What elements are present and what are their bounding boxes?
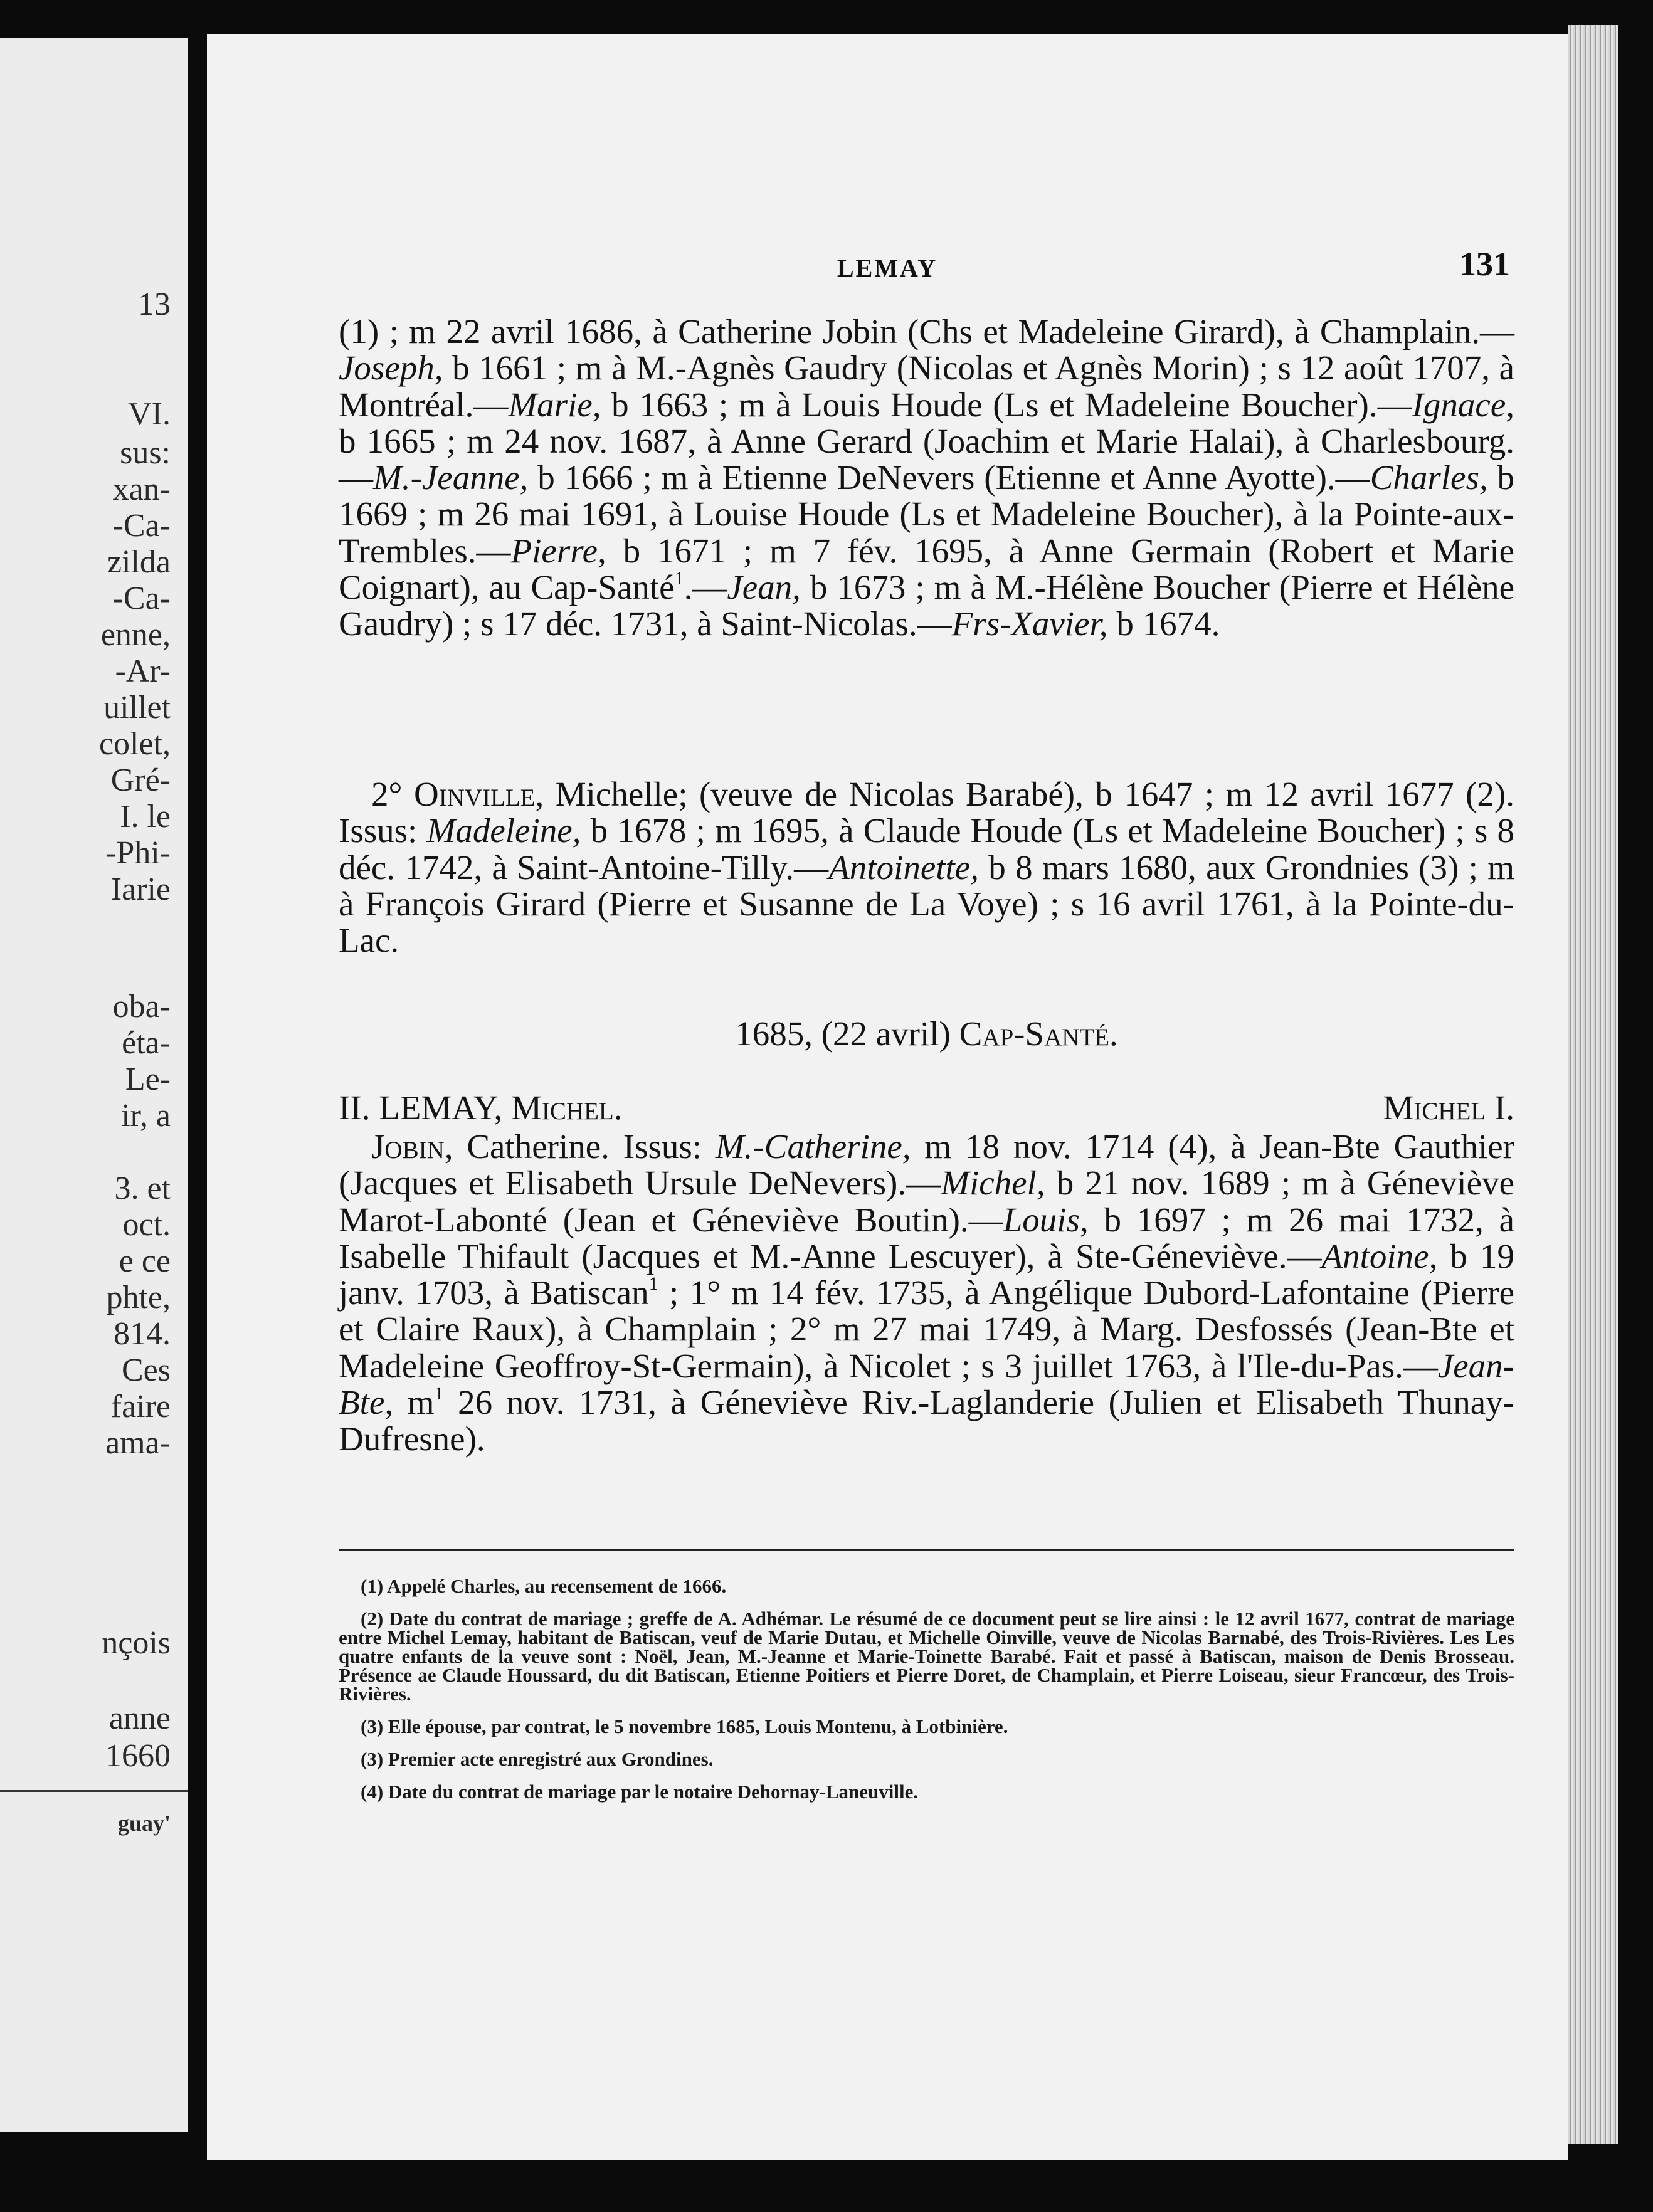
facing-page-fragment bbox=[0, 38, 188, 2132]
facing-line: Ces bbox=[122, 1352, 171, 1388]
facing-line: oba- bbox=[112, 989, 171, 1024]
footnote: (4) Date du contrat de mariage par le notaire Dehornay-Laneuville. bbox=[361, 1781, 919, 1803]
footnotes bbox=[339, 1577, 1514, 1815]
facing-line: 1660 bbox=[105, 1738, 171, 1774]
book-page bbox=[207, 34, 1568, 2160]
facing-line: phte, bbox=[106, 1280, 171, 1315]
facing-line: xan- bbox=[112, 471, 171, 507]
footnote: (3) Elle épouse, par contrat, le 5 novembre 1685, Louis Montenu, à Lotbinière. bbox=[361, 1715, 1008, 1737]
footnote: (1) Appelé Charles, au recensement de 1666. bbox=[361, 1575, 727, 1597]
facing-line: uillet bbox=[103, 690, 171, 725]
facing-line: Iarie bbox=[110, 872, 171, 907]
footnote-rule bbox=[339, 1549, 1514, 1551]
facing-line: 3. et bbox=[114, 1171, 171, 1206]
paragraph-continued: (1) ; m 22 avril 1686, à Catherine Jobin (Chs et Madeleine Girard), à Champlain.—Joseph, b 1661 ; m à M.-Agnès Gaudry (Nicolas et Agnès Morin) ; s 12 août 1707, à Montréal.—Marie, b 1663 ; m à Louis Houde (Ls et Madeleine Boucher).—Ignace, b 1665 ; m 24 nov. 1687, à Anne Gerard (Joachim et Marie Halai), à Charlesbourg.—M.-Jeanne, b 1666 ; m à Etienne DeNevers (Etienne et Anne Ayotte).—Charles, b 1669 ; m 26 mai 1691, à Louise Houde (Ls et Madeleine Boucher), à la Pointe-aux-Trembles.—Pierre, b 1671 ; m 7 fév. 1695, à Anne Germain (Robert et Marie Coignart), au Cap-Santé$^1$.—Jean, b 1673 ; m à M.-Hélène Boucher (Pierre et Hélène Gaudry) ; s 17 déc. 1731, à Saint-Nicolas.—Frs-Xavier, b 1674. bbox=[339, 312, 1515, 643]
facing-line: éta- bbox=[122, 1025, 171, 1061]
entry-heading: II. LEMAY, Michel. Michel I. bbox=[339, 1088, 1514, 1127]
page-edges bbox=[1568, 25, 1618, 2144]
facing-line: Le- bbox=[125, 1061, 171, 1097]
footnote: (2) Date du contrat de mariage ; greffe de A. Adhémar. Le résumé de ce document peut se lire ainsi : le 12 avril 1677, contrat de mariage entre Michel Lemay, habitant de Batiscan, veuf de Marie Dutau, et Michelle Oinville, veuve de Nicolas Barnabé, des Trois-Rivières. Les Les quatre enfants de la veuve sont : Noël, Jean, M.-Jeanne et Marie-Toinette Barabé. Fait et passé à Batiscan, maison de Denis Brosseau. Présence ae Claude Houssard, du dit Batiscan, Etienne Poitiers et Pierre Doret, de Champlain, et Pierre Loiseau, sieur Francœur, des Trois-Rivières. bbox=[339, 1608, 1514, 1705]
footnote: (3) Premier acte enregistré aux Grondines. bbox=[361, 1748, 714, 1770]
facing-line: nçois bbox=[102, 1625, 171, 1661]
marriage-heading: 1685, (22 avril) Cap-Santé. bbox=[735, 1014, 1118, 1053]
facing-line: -Ca- bbox=[112, 581, 171, 616]
facing-line: I. le bbox=[120, 799, 171, 835]
facing-line: enne, bbox=[100, 617, 171, 653]
page-number: 131 bbox=[1459, 245, 1510, 283]
facing-line: ir, a bbox=[121, 1098, 171, 1134]
facing-line: oct. bbox=[122, 1207, 171, 1243]
paragraph-entry: Jobin, Catherine. Issus: M.-Catherine, m 18 nov. 1714 (4), à Jean-Bte Gauthier (Jacques et Elisabeth Ursule DeNevers).—Michel, b 21 nov. 1689 ; m à Géneviève Marot-Labonté (Jean et Géneviève Boutin).—Louis, b 1697 ; m 26 mai 1732, à Isabelle Thifault (Jacques et M.-Anne Lescuyer), à Ste-Géneviève.—Antoine, b 19 janv. 1703, à Batiscan$^1$ ; 1° m 14 fév. 1735, à Angélique Dubord-Lafontaine (Pierre et Claire Raux), à Champlain ; 2° m 27 mai 1749, à Marg. Desfossés (Jean-Bte et Madeleine Geoffroy-St-Germain), à Nicolet ; s 3 juillet 1763, à l'Ile-du-Pas.—Jean-Bte, $m^1$ 26 nov. 1731, à Géneviève Riv.-Laglanderie (Julien et Elisabeth Thunay-Dufresne). bbox=[339, 1127, 1515, 1458]
facing-line: anne bbox=[108, 1700, 171, 1736]
facing-line: colet, bbox=[98, 726, 171, 762]
facing-line: 13 bbox=[138, 287, 171, 322]
facing-footnote-rule bbox=[0, 1790, 188, 1792]
facing-line: guay' bbox=[117, 1811, 171, 1836]
facing-line: ama- bbox=[105, 1425, 171, 1461]
facing-line: -Ca- bbox=[112, 508, 171, 544]
facing-line: 814. bbox=[114, 1316, 171, 1352]
facing-line: e ce bbox=[119, 1243, 171, 1279]
facing-line: Gré- bbox=[110, 762, 171, 798]
running-title: LEMAY bbox=[837, 254, 938, 282]
facing-line: faire bbox=[110, 1389, 171, 1425]
facing-line: VI. bbox=[128, 396, 171, 432]
facing-line: sus: bbox=[120, 435, 171, 471]
facing-line: -Phi- bbox=[105, 835, 171, 871]
facing-line: zilda bbox=[107, 544, 171, 580]
facing-line: -Ar- bbox=[115, 653, 171, 689]
running-head bbox=[207, 245, 1568, 282]
paragraph-second-wife: 2° Oinville, Michelle; (veuve de Nicolas Barabé), b 1647 ; m 12 avril 1677 (2). Issus: Madeleine, b 1678 ; m 1695, à Claude Houde (Ls et Madeleine Boucher) ; s 8 déc. 1742, à Saint-Antoine-Tilly.—Antoinette, b 8 mars 1680, aux Grondnies (3) ; m à François Girard (Pierre et Susanne de La Voye) ; s 16 avril 1761, à la Pointe-du-Lac. bbox=[339, 775, 1514, 960]
